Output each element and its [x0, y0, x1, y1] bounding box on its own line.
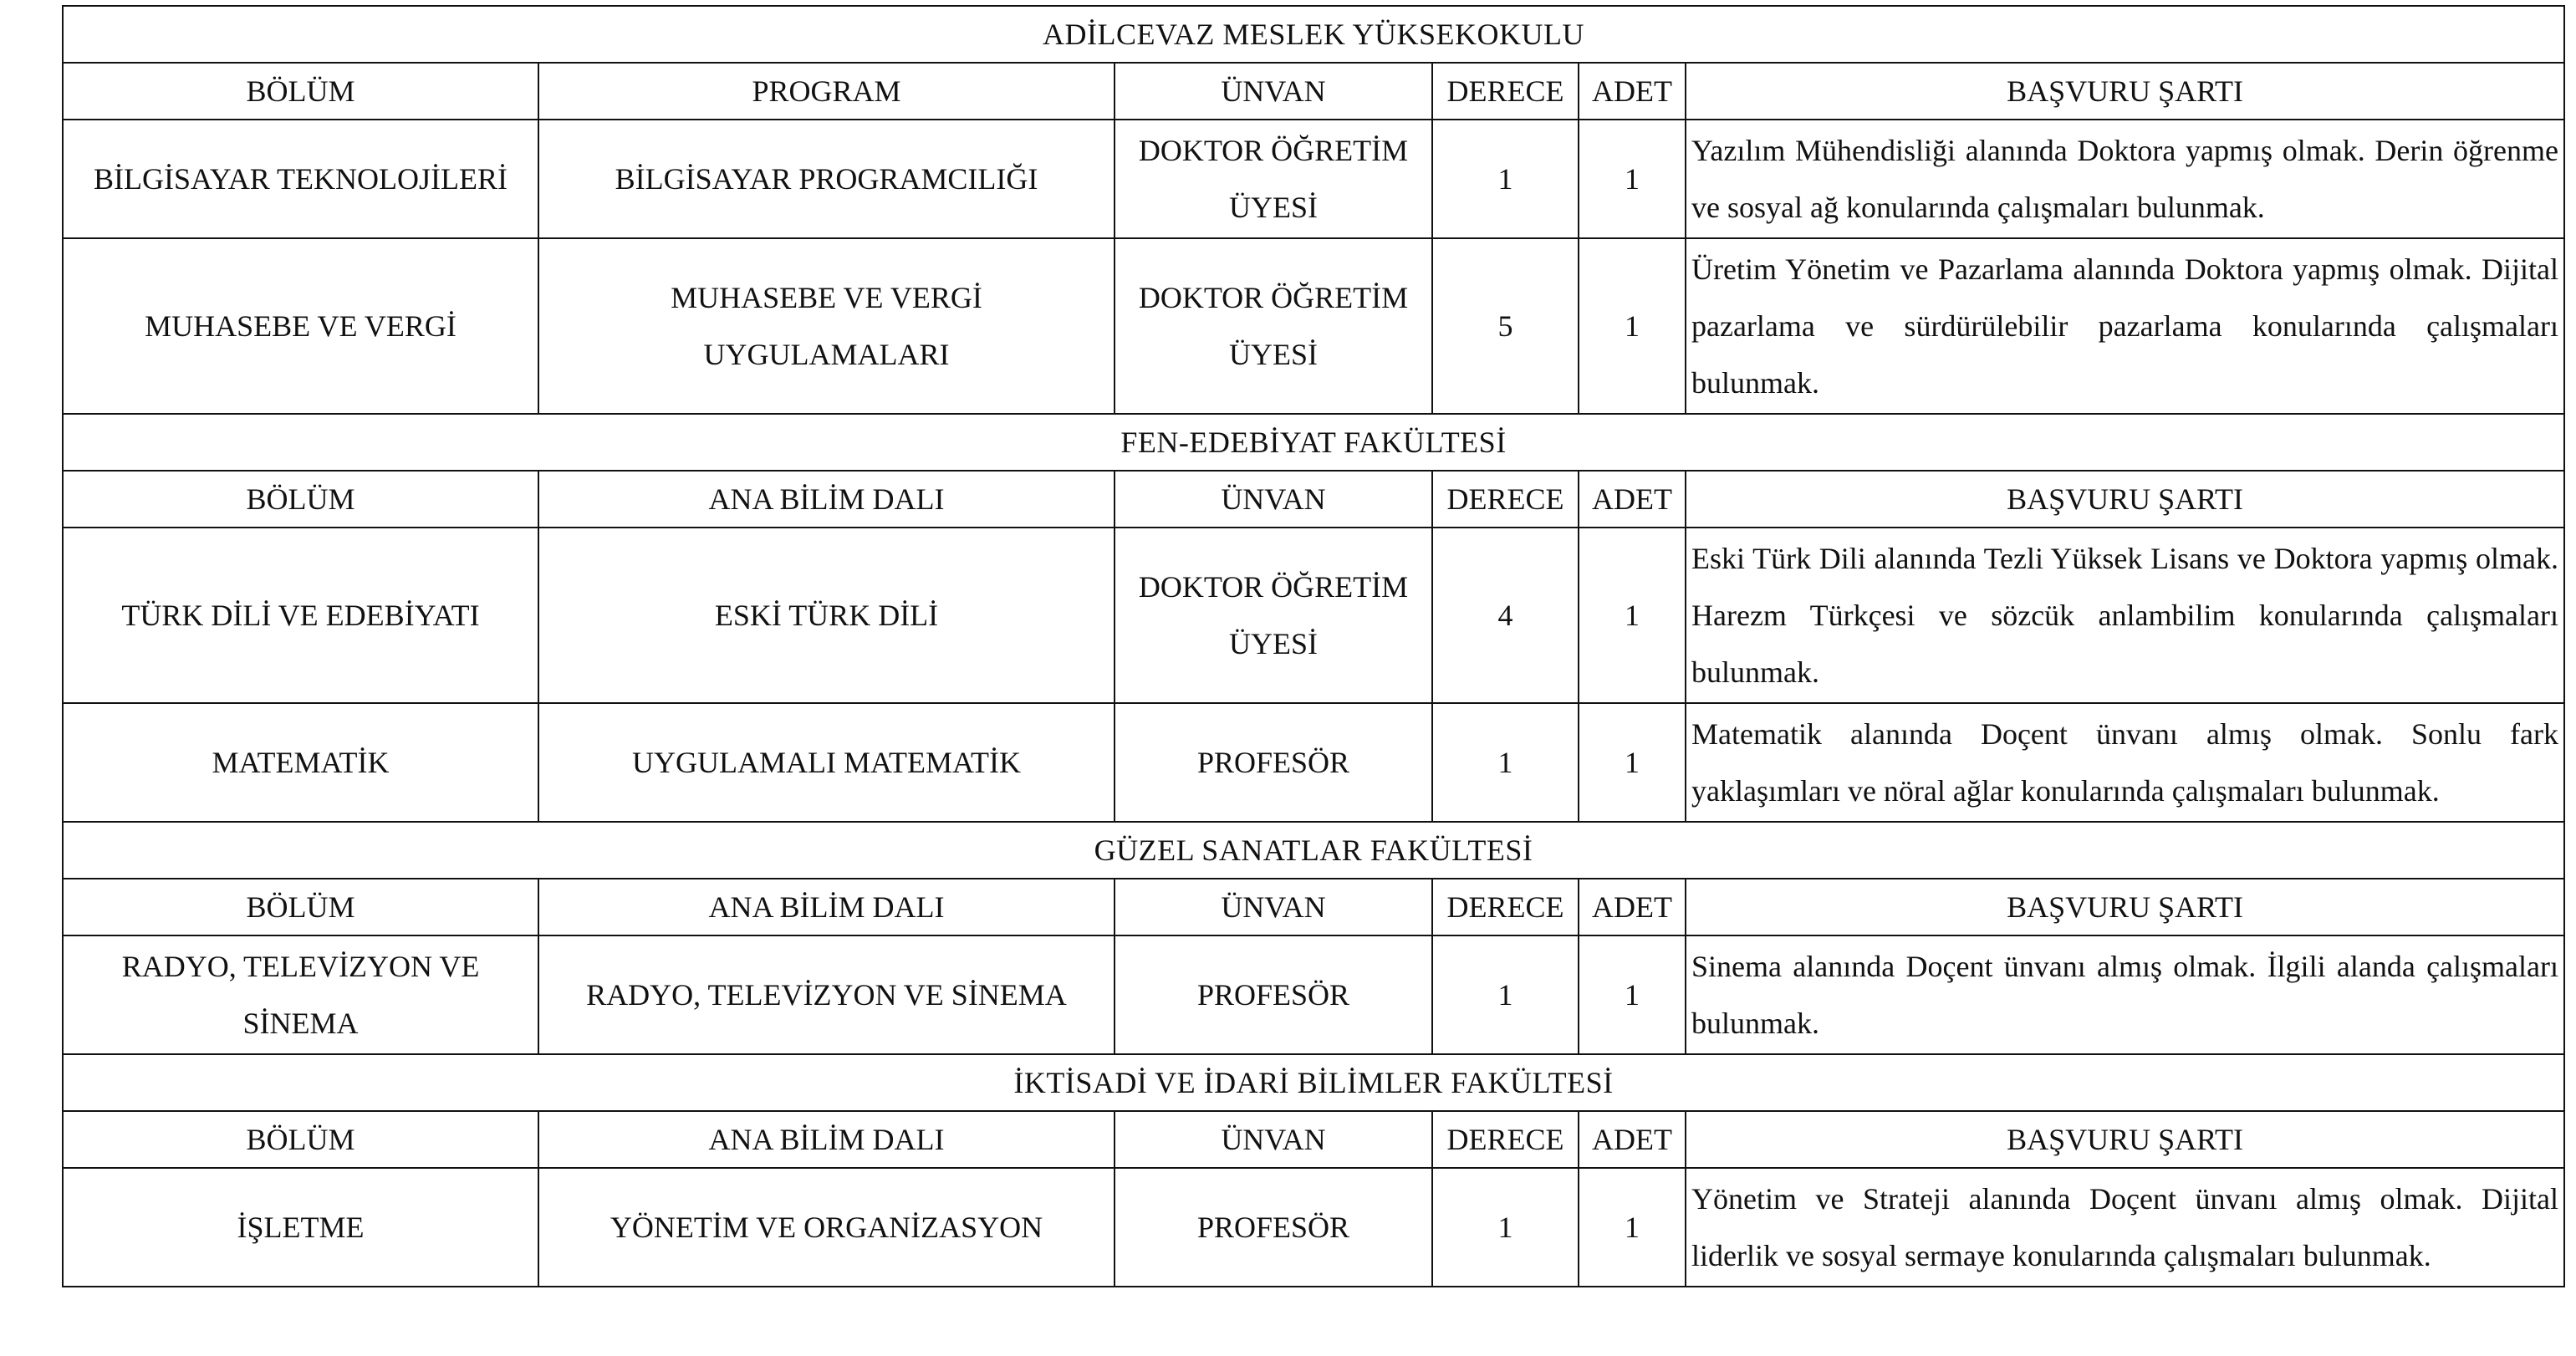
section-row	[63, 822, 2564, 879]
header-adet: ADET	[1579, 63, 1686, 120]
cell-basvuru-sarti: Sinema alanında Doçent ünvanı almış olmak. İlgili alanda çalışmaları bulunmak.	[1686, 935, 2564, 1054]
cell-derece: 1	[1432, 703, 1579, 822]
cell-unvan: DOKTOR ÖĞRETİM ÜYESİ	[1115, 120, 1432, 238]
header-unvan: ÜNVAN	[1115, 63, 1432, 120]
header-basvuru-sarti: BAŞVURU ŞARTI	[1686, 471, 2564, 528]
cell-adet: 1	[1579, 120, 1686, 238]
header-unvan: ÜNVAN	[1115, 1111, 1432, 1168]
cell-bolum: RADYO, TELEVİZYON VE SİNEMA	[63, 935, 538, 1054]
table-row	[63, 935, 2564, 1054]
cell-unvan: DOKTOR ÖĞRETİM ÜYESİ	[1115, 238, 1432, 414]
header-ana-bilim-dali: ANA BİLİM DALI	[538, 1111, 1115, 1168]
cell-program: MUHASEBE VE VERGİ UYGULAMALARI	[538, 238, 1115, 414]
cell-program: BİLGİSAYAR PROGRAMCILIĞI	[538, 120, 1115, 238]
header-ana-bilim-dali: ANA BİLİM DALI	[538, 879, 1115, 935]
header-adet: ADET	[1579, 1111, 1686, 1168]
cell-derece: 1	[1432, 1168, 1579, 1287]
cell-bolum: MATEMATİK	[63, 703, 538, 822]
section-row	[63, 6, 2564, 63]
header-adet: ADET	[1579, 879, 1686, 935]
header-adet: ADET	[1579, 471, 1686, 528]
section-title: İKTİSADİ VE İDARİ BİLİMLER FAKÜLTESİ	[63, 1054, 2564, 1111]
header-basvuru-sarti: BAŞVURU ŞARTI	[1686, 1111, 2564, 1168]
header-derece: DERECE	[1432, 471, 1579, 528]
table-row	[63, 238, 2564, 414]
header-bolum: BÖLÜM	[63, 471, 538, 528]
column-header-row	[63, 63, 2564, 120]
cell-basvuru-sarti: Matematik alanında Doçent ünvanı almış olmak. Sonlu fark yaklaşımları ve nöral ağlar konularında çalışmaları bulunmak.	[1686, 703, 2564, 822]
cell-adet: 1	[1579, 528, 1686, 703]
cell-unvan: PROFESÖR	[1115, 935, 1432, 1054]
cell-bolum: BİLGİSAYAR TEKNOLOJİLERİ	[63, 120, 538, 238]
table-row	[63, 1168, 2564, 1287]
cell-bolum: İŞLETME	[63, 1168, 538, 1287]
header-derece: DERECE	[1432, 879, 1579, 935]
header-basvuru-sarti: BAŞVURU ŞARTI	[1686, 63, 2564, 120]
cell-adet: 1	[1579, 703, 1686, 822]
cell-bolum: TÜRK DİLİ VE EDEBİYATI	[63, 528, 538, 703]
cell-adet: 1	[1579, 1168, 1686, 1287]
cell-basvuru-sarti: Üretim Yönetim ve Pazarlama alanında Doktora yapmış olmak. Dijital pazarlama ve sürdürülebilir pazarlama konularında çalışmaları bulunmak.	[1686, 238, 2564, 414]
column-header-row	[63, 879, 2564, 935]
cell-ana-bilim-dali: YÖNETİM VE ORGANİZASYON	[538, 1168, 1115, 1287]
section-title: ADİLCEVAZ MESLEK YÜKSEKOKULU	[63, 6, 2564, 63]
section-row	[63, 414, 2564, 471]
table-row	[63, 703, 2564, 822]
column-header-row	[63, 1111, 2564, 1168]
header-unvan: ÜNVAN	[1115, 471, 1432, 528]
cell-unvan: DOKTOR ÖĞRETİM ÜYESİ	[1115, 528, 1432, 703]
cell-basvuru-sarti: Eski Türk Dili alanında Tezli Yüksek Lisans ve Doktora yapmış olmak. Harezm Türkçesi ve sözcük anlambilim konularında çalışmaları bulunmak.	[1686, 528, 2564, 703]
cell-unvan: PROFESÖR	[1115, 703, 1432, 822]
cell-derece: 4	[1432, 528, 1579, 703]
cell-ana-bilim-dali: ESKİ TÜRK DİLİ	[538, 528, 1115, 703]
header-unvan: ÜNVAN	[1115, 879, 1432, 935]
header-ana-bilim-dali: ANA BİLİM DALI	[538, 471, 1115, 528]
faculty-positions-table	[62, 5, 2565, 1287]
cell-bolum: MUHASEBE VE VERGİ	[63, 238, 538, 414]
section-title: FEN-EDEBİYAT FAKÜLTESİ	[63, 414, 2564, 471]
header-bolum: BÖLÜM	[63, 63, 538, 120]
cell-derece: 5	[1432, 238, 1579, 414]
header-bolum: BÖLÜM	[63, 1111, 538, 1168]
cell-basvuru-sarti: Yazılım Mühendisliği alanında Doktora yapmış olmak. Derin öğrenme ve sosyal ağ konularında çalışmaları bulunmak.	[1686, 120, 2564, 238]
header-bolum: BÖLÜM	[63, 879, 538, 935]
table-row	[63, 120, 2564, 238]
header-derece: DERECE	[1432, 1111, 1579, 1168]
cell-unvan: PROFESÖR	[1115, 1168, 1432, 1287]
section-row	[63, 1054, 2564, 1111]
header-program: PROGRAM	[538, 63, 1115, 120]
cell-derece: 1	[1432, 120, 1579, 238]
cell-adet: 1	[1579, 935, 1686, 1054]
column-header-row	[63, 471, 2564, 528]
cell-basvuru-sarti: Yönetim ve Strateji alanında Doçent ünvanı almış olmak. Dijital liderlik ve sosyal sermaye konularında çalışmaları bulunmak.	[1686, 1168, 2564, 1287]
cell-adet: 1	[1579, 238, 1686, 414]
section-title: GÜZEL SANATLAR FAKÜLTESİ	[63, 822, 2564, 879]
cell-ana-bilim-dali: UYGULAMALI MATEMATİK	[538, 703, 1115, 822]
cell-ana-bilim-dali: RADYO, TELEVİZYON VE SİNEMA	[538, 935, 1115, 1054]
header-derece: DERECE	[1432, 63, 1579, 120]
header-basvuru-sarti: BAŞVURU ŞARTI	[1686, 879, 2564, 935]
cell-derece: 1	[1432, 935, 1579, 1054]
table-row	[63, 528, 2564, 703]
